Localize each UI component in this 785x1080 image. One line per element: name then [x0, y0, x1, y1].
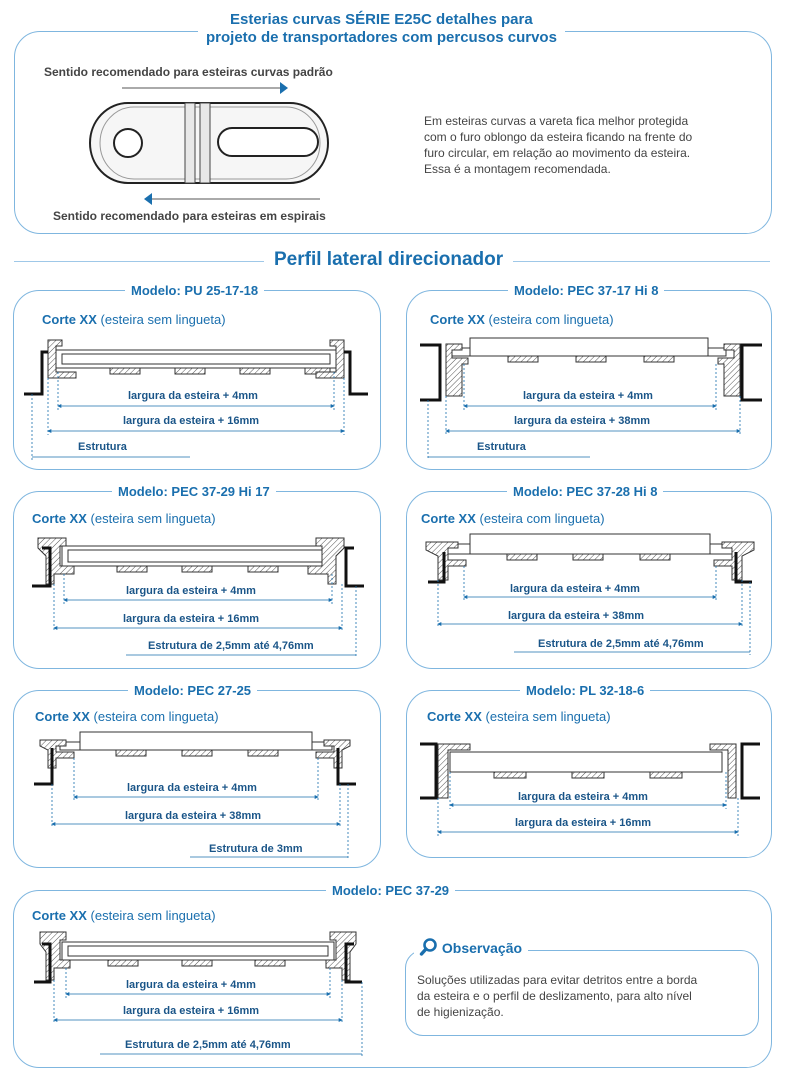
dim1-label-2: largura da esteira + 4mm [523, 390, 653, 402]
corte-label-7: Corte XX (esteira sem lingueta) [32, 908, 216, 923]
header-title-line1: Esterias curvas SÉRIE E25C detalhes para [222, 11, 541, 28]
corte-label-4: Corte XX (esteira com lingueta) [421, 511, 605, 526]
struct-label-4: Estrutura de 2,5mm até 4,76mm [538, 638, 704, 650]
dim1-label-5: largura da esteira + 4mm [127, 782, 257, 794]
corte-label-1: Corte XX (esteira sem lingueta) [42, 312, 226, 327]
dim1-label-3: largura da esteira + 4mm [126, 585, 256, 597]
dim2-label-3: largura da esteira + 16mm [123, 613, 260, 625]
corte-label-2: Corte XX (esteira com lingueta) [430, 312, 614, 327]
header-description-line3: furo circular, em relação ao movimento da esteira. [424, 146, 691, 160]
dim2-label-6: largura da esteira + 16mm [515, 817, 652, 829]
struct-label-3: Estrutura de 2,5mm até 4,76mm [148, 640, 314, 652]
header-description-line1: Em esteiras curvas a vareta fica melhor protegida [424, 114, 689, 128]
corte-label-3: Corte XX (esteira sem lingueta) [32, 511, 216, 526]
observation-line3: de higienização. [417, 1005, 504, 1019]
header-title-line2: projeto de transportadores com percusos curvos [198, 29, 565, 46]
dim2-label-4: largura da esteira + 38mm [508, 610, 645, 622]
struct-label-1: Estrutura [78, 441, 127, 453]
dim2-label-7: largura da esteira + 16mm [123, 1005, 260, 1017]
model-title-2: Modelo: PEC 37-17 Hi 8 [508, 283, 664, 298]
struct-label-7: Estrutura de 2,5mm até 4,76mm [125, 1039, 291, 1051]
struct-label-5: Estrutura de 3mm [209, 843, 303, 855]
model-title-3: Modelo: PEC 37-29 Hi 17 [112, 484, 276, 499]
model-title-4: Modelo: PEC 37-28 Hi 8 [507, 484, 663, 499]
model-title-5: Modelo: PEC 27-25 [128, 683, 257, 698]
dim1-label-1: largura da esteira + 4mm [128, 390, 258, 402]
arrow-bottom-label: Sentido recomendado para esteiras em espirais [53, 209, 326, 223]
corte-label-6: Corte XX (esteira sem lingueta) [427, 709, 611, 724]
header-description-line4: Essa é a montagem recomendada. [424, 162, 611, 176]
dim1-label-7: largura da esteira + 4mm [126, 979, 256, 991]
observation-line2: da esteira e o perfil de deslizamento, para alto nível [417, 989, 692, 1003]
dim2-label-5: largura da esteira + 38mm [125, 810, 262, 822]
corte-label-5: Corte XX (esteira com lingueta) [35, 709, 219, 724]
model-title-1: Modelo: PU 25-17-18 [125, 283, 264, 298]
dim1-label-4: largura da esteira + 4mm [510, 583, 640, 595]
dim2-label-2: largura da esteira + 38mm [514, 415, 651, 427]
dim2-label-1: largura da esteira + 16mm [123, 415, 260, 427]
section-title: Perfil lateral direcionador [264, 249, 513, 271]
observation-title: Observação [414, 938, 528, 956]
header-description-line2: com o furo oblongo da esteira ficando na frente do [424, 130, 693, 144]
observation-line1: Soluções utilizadas para evitar detritos entre a borda [417, 973, 698, 987]
dim1-label-6: largura da esteira + 4mm [518, 791, 648, 803]
arrow-top-label: Sentido recomendado para esteiras curvas padrão [44, 65, 333, 79]
model-title-6: Modelo: PL 32-18-6 [520, 683, 650, 698]
struct-label-2: Estrutura [477, 441, 526, 453]
model-title-7: Modelo: PEC 37-29 [326, 883, 455, 898]
